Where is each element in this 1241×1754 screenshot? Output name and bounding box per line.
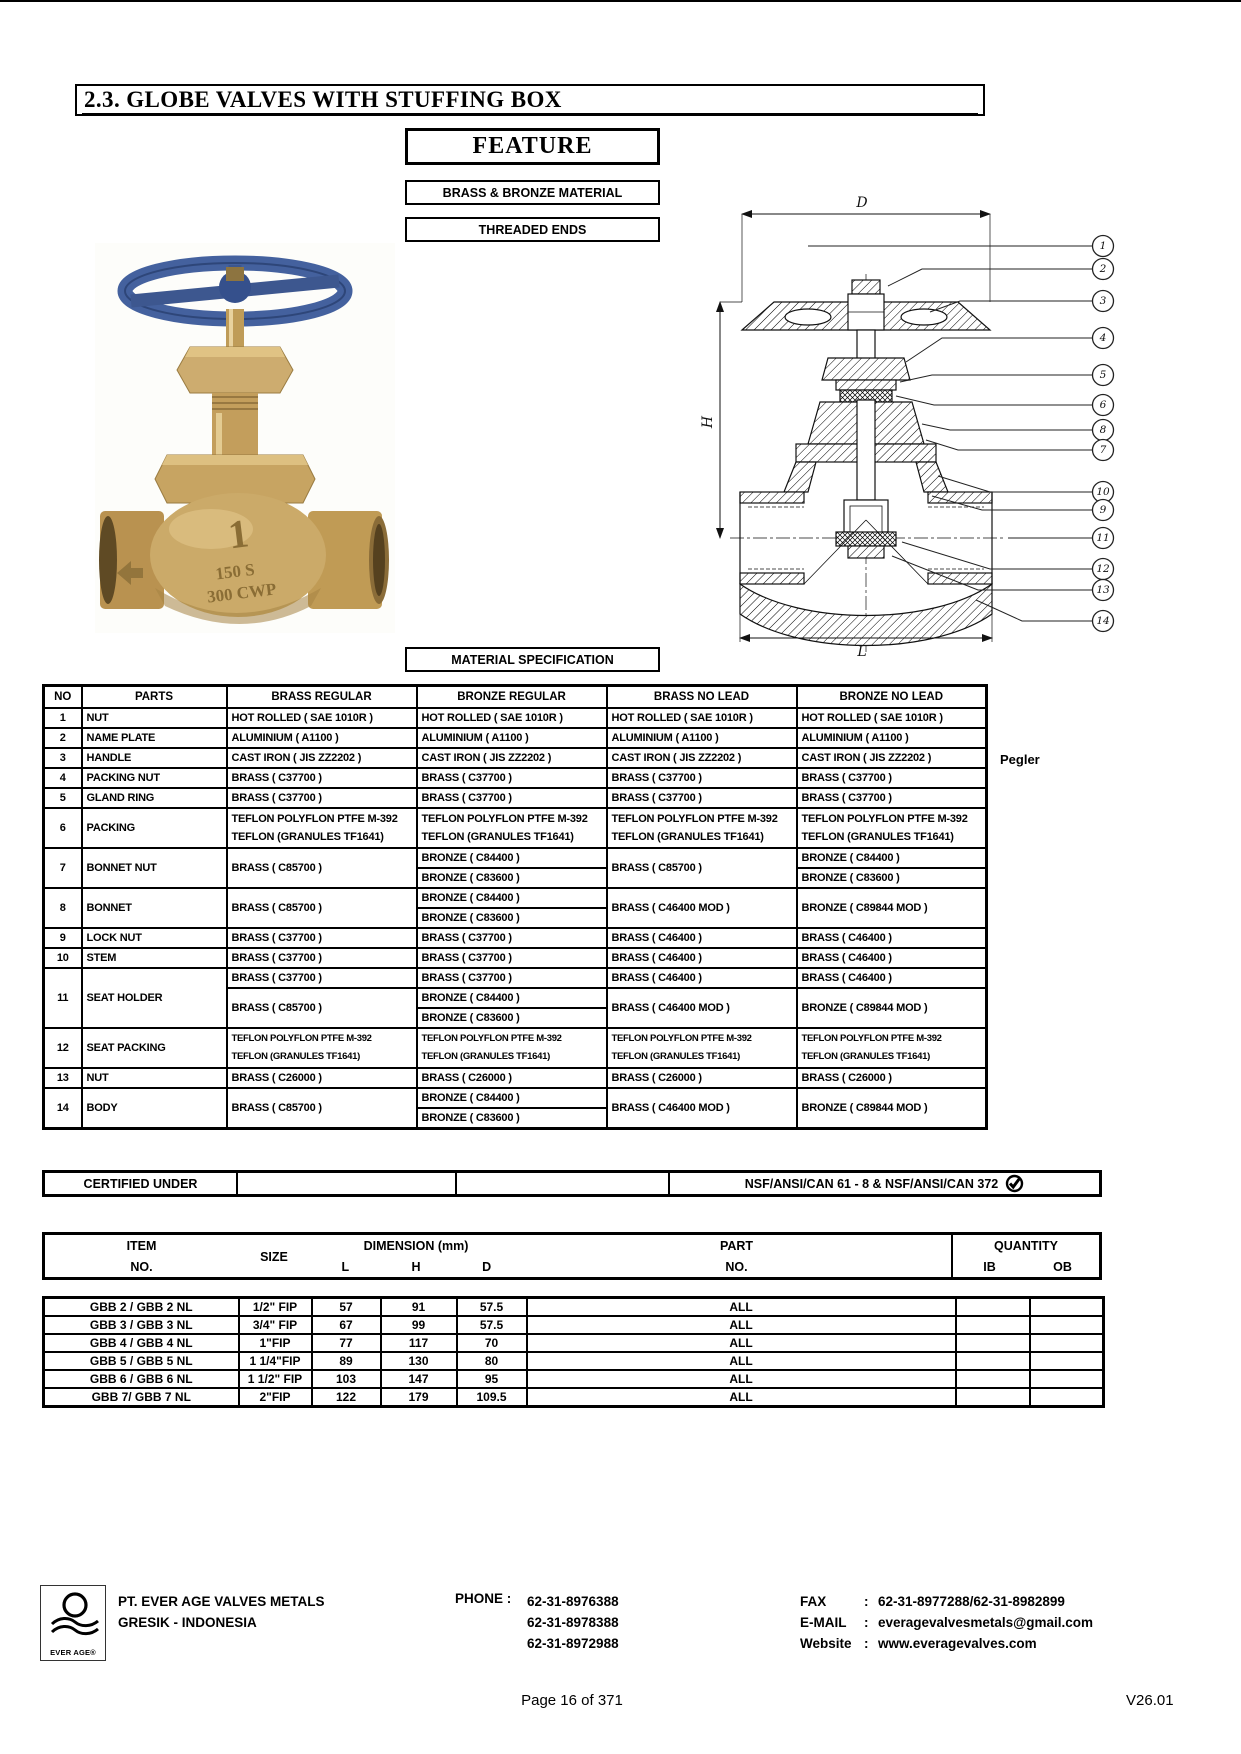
spec-cell: BRASS ( C37700 ) xyxy=(417,928,607,948)
spec-cell: BRASS ( C46400 ) xyxy=(607,948,797,968)
dimension-cell xyxy=(1030,1352,1104,1370)
company-name: PT. EVER AGE VALVES METALS xyxy=(118,1594,325,1609)
callout-number: 4 xyxy=(1099,332,1107,344)
spec-cell: ALUMINIUM ( A1100 ) xyxy=(417,728,607,748)
callout-number: 11 xyxy=(1096,532,1110,544)
valve-section-geometry xyxy=(720,214,1004,652)
spec-cell: HANDLE xyxy=(82,748,227,768)
spec-cell: 1 xyxy=(44,708,82,728)
dimension-cell: ALL xyxy=(527,1388,956,1407)
spec-row xyxy=(44,808,987,848)
callout-leader-line xyxy=(896,396,1092,405)
dimension-cell xyxy=(956,1334,1030,1352)
spec-row xyxy=(44,728,987,748)
spec-header-bronze-regular: BRONZE REGULAR xyxy=(417,686,607,708)
spec-cell: PACKING xyxy=(82,808,227,848)
dimension-cell: ALL xyxy=(527,1352,956,1370)
spec-cell: BRONZE ( C89844 MOD ) xyxy=(797,1088,987,1129)
spec-cell: BRONZE ( C83600 ) xyxy=(797,868,987,888)
certification-check-icon xyxy=(1005,1174,1024,1193)
spec-row xyxy=(44,888,987,908)
spec-row xyxy=(44,968,987,988)
certified-value-cell xyxy=(670,1173,1099,1194)
spec-cell: BRASS ( C85700 ) xyxy=(607,848,797,888)
spec-cell: BRONZE ( C89844 MOD ) xyxy=(797,988,987,1028)
spec-cell: LOCK NUT xyxy=(82,928,227,948)
certified-label: CERTIFIED UNDER xyxy=(45,1173,238,1194)
spec-row xyxy=(44,1028,987,1068)
dim-header-quantity: QUANTITY IB OB xyxy=(951,1235,1099,1277)
spec-cell: BRASS ( C37700 ) xyxy=(227,948,417,968)
dimension-cell xyxy=(956,1298,1030,1317)
spec-cell: NUT xyxy=(82,708,227,728)
spec-cell: BRONZE ( C84400 ) xyxy=(417,888,607,908)
dimension-cell: GBB 3 / GBB 3 NL xyxy=(44,1316,239,1334)
certified-empty-1 xyxy=(238,1173,457,1194)
dimension-cell xyxy=(956,1370,1030,1388)
spec-cell: 14 xyxy=(44,1088,82,1129)
dimension-row xyxy=(44,1388,1104,1407)
phone-2: 62-31-8978388 xyxy=(527,1615,619,1630)
top-rule xyxy=(0,0,1241,2)
dimension-cell: ALL xyxy=(527,1298,956,1317)
spec-cell: TEFLON POLYFLON PTFE M-392 TEFLON (GRANULES TF1641) xyxy=(607,808,797,848)
dim-header-size: SIZE xyxy=(260,1249,288,1264)
callout-number: 7 xyxy=(1099,444,1107,456)
dimension-cell: 122 xyxy=(312,1388,381,1407)
spec-cell: BRASS ( C37700 ) xyxy=(607,788,797,808)
callout-number: 6 xyxy=(1099,399,1107,411)
spec-cell: TEFLON POLYFLON PTFE M-392 TEFLON (GRANULES TF1641) xyxy=(417,1028,607,1068)
spec-cell: BRASS ( C46400 ) xyxy=(797,968,987,988)
dim-header-ob: OB xyxy=(1053,1260,1072,1274)
callout-leader-line xyxy=(976,600,1092,621)
spec-cell: 8 xyxy=(44,888,82,928)
feature-label: FEATURE xyxy=(472,133,593,159)
spec-cell: BONNET NUT xyxy=(82,848,227,888)
spec-row xyxy=(44,1088,987,1108)
callout-leader-line xyxy=(906,338,1092,362)
dimension-cell: 57.5 xyxy=(457,1316,527,1334)
spec-cell: BRASS ( C37700 ) xyxy=(417,788,607,808)
spec-row xyxy=(44,1068,987,1088)
dimension-cell: 57 xyxy=(312,1298,381,1317)
company-city: GRESIK - INDONESIA xyxy=(118,1615,257,1630)
spec-cell: BRASS ( C37700 ) xyxy=(227,788,417,808)
spec-row xyxy=(44,748,987,768)
material-banner: BRASS & BRONZE MATERIAL xyxy=(405,180,660,205)
spec-cell: BRONZE ( C84400 ) xyxy=(417,988,607,1008)
valve-cross-section-drawing xyxy=(690,190,1150,660)
spec-cell: HOT ROLLED ( SAE 1010R ) xyxy=(607,708,797,728)
dimension-cell: 130 xyxy=(381,1352,457,1370)
dimension-label-d: D xyxy=(856,195,868,211)
dimension-row xyxy=(44,1298,1104,1317)
email-address: everagevalvesmetals@gmail.com xyxy=(878,1615,1094,1630)
spec-cell: TEFLON POLYFLON PTFE M-392 TEFLON (GRANULES TF1641) xyxy=(417,808,607,848)
spec-cell: BRASS ( C37700 ) xyxy=(227,768,417,788)
spec-cell: BRONZE ( C83600 ) xyxy=(417,1008,607,1028)
dimension-cell: ALL xyxy=(527,1370,956,1388)
callout-number: 9 xyxy=(1099,504,1107,516)
spec-cell: BRASS ( C37700 ) xyxy=(417,768,607,788)
dimension-cell xyxy=(1030,1370,1104,1388)
spec-cell: GLAND RING xyxy=(82,788,227,808)
spec-cell: BRASS ( C46400 ) xyxy=(607,968,797,988)
dimension-cell: 2"FIP xyxy=(239,1388,312,1407)
dimension-cell: 1 1/4"FIP xyxy=(239,1352,312,1370)
spec-cell: BRONZE ( C83600 ) xyxy=(417,908,607,928)
dimension-cell: ALL xyxy=(527,1316,956,1334)
spec-cell: BRASS ( C26000 ) xyxy=(417,1068,607,1088)
dimension-cell: 89 xyxy=(312,1352,381,1370)
dimension-cell: GBB 5 / GBB 5 NL xyxy=(44,1352,239,1370)
dimension-cell: 57.5 xyxy=(457,1298,527,1317)
company-block xyxy=(118,1591,325,1633)
dimension-cell xyxy=(956,1316,1030,1334)
spec-header-parts: PARTS xyxy=(82,686,227,708)
dimension-cell: 77 xyxy=(312,1334,381,1352)
dimension-row xyxy=(44,1370,1104,1388)
spec-cell: BRASS ( C46400 MOD ) xyxy=(607,1088,797,1129)
dimension-cell: 67 xyxy=(312,1316,381,1334)
spec-cell: BRONZE ( C84400 ) xyxy=(417,1088,607,1108)
dimension-label-h: H xyxy=(700,415,716,429)
dimension-row xyxy=(44,1352,1104,1370)
page-title: 2.3. GLOBE VALVES WITH STUFFING BOX xyxy=(82,87,978,116)
spec-header-no: NO xyxy=(44,686,82,708)
dimension-table-header xyxy=(42,1232,1102,1280)
callout-number: 5 xyxy=(1099,369,1107,381)
dim-header-l: L xyxy=(341,1260,350,1274)
website-url: www.everagevalves.com xyxy=(878,1636,1037,1651)
spec-cell: SEAT PACKING xyxy=(82,1028,227,1068)
callout-leader-line xyxy=(902,542,1092,569)
spec-cell: HOT ROLLED ( SAE 1010R ) xyxy=(797,708,987,728)
spec-cell: ALUMINIUM ( A1100 ) xyxy=(607,728,797,748)
spec-cell: BRASS ( C37700 ) xyxy=(227,928,417,948)
contact-block xyxy=(800,1591,1093,1654)
spec-cell: BRASS ( C85700 ) xyxy=(227,988,417,1028)
dim-header-d: D xyxy=(482,1260,492,1274)
dimension-cell: 103 xyxy=(312,1370,381,1388)
spec-cell: 5 xyxy=(44,788,82,808)
spec-cell: SEAT HOLDER xyxy=(82,968,227,1028)
spec-cell: BRASS ( C26000 ) xyxy=(227,1068,417,1088)
dimension-cell xyxy=(1030,1334,1104,1352)
spec-cell: BRONZE ( C83600 ) xyxy=(417,868,607,888)
certified-under-row xyxy=(42,1170,1102,1197)
spec-cell: STEM xyxy=(82,948,227,968)
spec-cell: BRASS ( C37700 ) xyxy=(797,788,987,808)
spec-cell: 11 xyxy=(44,968,82,1028)
spec-cell: 9 xyxy=(44,928,82,948)
spec-banner: MATERIAL SPECIFICATION xyxy=(405,647,660,672)
fax-row: FAX : 62-31-8977288/62-31-8982899 xyxy=(800,1591,1093,1612)
dimension-cell: 80 xyxy=(457,1352,527,1370)
dim-header-item: ITEM NO. xyxy=(126,1239,157,1274)
spec-cell: BRONZE ( C84400 ) xyxy=(797,848,987,868)
spec-header-brass-regular: BRASS REGULAR xyxy=(227,686,417,708)
spec-cell: 13 xyxy=(44,1068,82,1088)
dimension-cell: GBB 7/ GBB 7 NL xyxy=(44,1388,239,1407)
spec-cell: BRONZE ( C89844 MOD ) xyxy=(797,888,987,928)
spec-cell: BRASS ( C37700 ) xyxy=(607,768,797,788)
spec-cell: ALUMINIUM ( A1100 ) xyxy=(797,728,987,748)
spec-row xyxy=(44,788,987,808)
everage-logo-icon xyxy=(44,1590,104,1642)
dimension-cell xyxy=(956,1352,1030,1370)
spec-cell: 3 xyxy=(44,748,82,768)
dimension-cell: 1"FIP xyxy=(239,1334,312,1352)
website-row: Website : www.everagevalves.com xyxy=(800,1633,1093,1654)
spec-cell: PACKING NUT xyxy=(82,768,227,788)
spec-cell: BRONZE ( C84400 ) xyxy=(417,848,607,868)
dimension-row xyxy=(44,1334,1104,1352)
spec-cell: 12 xyxy=(44,1028,82,1068)
spec-cell: BODY xyxy=(82,1088,227,1129)
ends-banner: THREADED ENDS xyxy=(405,217,660,242)
dimension-cell: 117 xyxy=(381,1334,457,1352)
dim-header-ib: IB xyxy=(983,1260,996,1274)
spec-cell: TEFLON POLYFLON PTFE M-392 TEFLON (GRANULES TF1641) xyxy=(797,808,987,848)
spec-header-bronze-no-lead: BRONZE NO LEAD xyxy=(797,686,987,708)
company-logo xyxy=(40,1585,106,1661)
spec-cell: CAST IRON ( JIS ZZ2202 ) xyxy=(227,748,417,768)
phone-3: 62-31-8972988 xyxy=(527,1636,619,1651)
spec-row xyxy=(44,708,987,728)
callout-number: 14 xyxy=(1096,615,1110,627)
spec-cell: TEFLON POLYFLON PTFE M-392 TEFLON (GRANULES TF1641) xyxy=(797,1028,987,1068)
spec-cell: BRASS ( C46400 MOD ) xyxy=(607,988,797,1028)
dimension-cell: 1 1/2" FIP xyxy=(239,1370,312,1388)
spec-cell: BRASS ( C37700 ) xyxy=(417,968,607,988)
spec-cell: 10 xyxy=(44,948,82,968)
dimension-row xyxy=(44,1316,1104,1334)
marking-pressure: 300 CWP xyxy=(206,579,278,607)
spec-cell: HOT ROLLED ( SAE 1010R ) xyxy=(417,708,607,728)
dim-header-dimension: DIMENSION (mm) L H D xyxy=(310,1235,522,1277)
callout-leader-line xyxy=(926,440,1092,450)
logo-text: EVER AGE® xyxy=(50,1648,96,1657)
callout-leader-line xyxy=(900,375,1092,382)
dimension-cell xyxy=(1030,1298,1104,1317)
spec-row xyxy=(44,928,987,948)
marking-class: 150 S xyxy=(214,559,256,584)
dimension-cell: 3/4" FIP xyxy=(239,1316,312,1334)
spec-cell: BRASS ( C46400 MOD ) xyxy=(607,888,797,928)
dimension-cell: GBB 4 / GBB 4 NL xyxy=(44,1334,239,1352)
spec-cell: 2 xyxy=(44,728,82,748)
dim-header-h: H xyxy=(411,1260,421,1274)
spec-cell: BRASS ( C46400 ) xyxy=(797,928,987,948)
spec-cell: BONNET xyxy=(82,888,227,928)
spec-cell: BRASS ( C37700 ) xyxy=(417,948,607,968)
callout-leader-line xyxy=(922,424,1092,430)
spec-cell: TEFLON POLYFLON PTFE M-392 TEFLON (GRANULES TF1641) xyxy=(227,808,417,848)
spec-cell: HOT ROLLED ( SAE 1010R ) xyxy=(227,708,417,728)
phone-label: PHONE : xyxy=(455,1591,512,1606)
spec-cell: BRASS ( C26000 ) xyxy=(797,1068,987,1088)
spec-cell: 4 xyxy=(44,768,82,788)
spec-cell: BRASS ( C85700 ) xyxy=(227,1088,417,1129)
spec-cell: NAME PLATE xyxy=(82,728,227,748)
spec-cell: CAST IRON ( JIS ZZ2202 ) xyxy=(797,748,987,768)
callout-number: 10 xyxy=(1096,486,1110,498)
callout-number: 8 xyxy=(1099,424,1107,436)
spec-cell: TEFLON POLYFLON PTFE M-392 TEFLON (GRANULES TF1641) xyxy=(227,1028,417,1068)
dimension-cell xyxy=(1030,1316,1104,1334)
certified-empty-2 xyxy=(457,1173,670,1194)
dimension-cell: GBB 6 / GBB 6 NL xyxy=(44,1370,239,1388)
phone-numbers xyxy=(527,1591,619,1654)
callout-number: 12 xyxy=(1096,563,1110,575)
spec-row xyxy=(44,848,987,868)
spec-cell: 7 xyxy=(44,848,82,888)
callout-number: 1 xyxy=(1099,240,1107,252)
spec-cell: BRASS ( C37700 ) xyxy=(227,968,417,988)
spec-cell: BRASS ( C26000 ) xyxy=(607,1068,797,1088)
valve-photo xyxy=(95,243,395,633)
certified-value: NSF/ANSI/CAN 61 - 8 & NSF/ANSI/CAN 372 xyxy=(744,1176,999,1191)
spec-cell: BRASS ( C85700 ) xyxy=(227,848,417,888)
phone-1: 62-31-8976388 xyxy=(527,1594,619,1609)
dimension-cell xyxy=(1030,1388,1104,1407)
callout-leader-line xyxy=(938,476,1092,492)
dimension-cell: 109.5 xyxy=(457,1388,527,1407)
spec-cell: BRASS ( C37700 ) xyxy=(797,768,987,788)
fax-number: 62-31-8977288/62-31-8982899 xyxy=(878,1594,1065,1609)
spec-cell: TEFLON POLYFLON PTFE M-392 TEFLON (GRANULES TF1641) xyxy=(607,1028,797,1068)
email-row: E-MAIL : everagevalvesmetals@gmail.com xyxy=(800,1612,1093,1633)
callout-number: 2 xyxy=(1099,263,1107,275)
spec-header-row xyxy=(44,686,987,708)
dimension-cell: ALL xyxy=(527,1334,956,1352)
spec-cell: BRONZE ( C83600 ) xyxy=(417,1108,607,1129)
dimension-cell: 147 xyxy=(381,1370,457,1388)
spec-cell: CAST IRON ( JIS ZZ2202 ) xyxy=(417,748,607,768)
spec-cell: 6 xyxy=(44,808,82,848)
spec-header-brass-no-lead: BRASS NO LEAD xyxy=(607,686,797,708)
spec-row xyxy=(44,768,987,788)
dim-header-part: PART NO. xyxy=(719,1239,754,1274)
dimension-cell: 99 xyxy=(381,1316,457,1334)
marking-size: 1 xyxy=(225,510,252,558)
callout-number: 13 xyxy=(1096,584,1110,596)
dimension-cell: 91 xyxy=(381,1298,457,1317)
dimension-cell: 1/2" FIP xyxy=(239,1298,312,1317)
dimension-cell: GBB 2 / GBB 2 NL xyxy=(44,1298,239,1317)
version-label: V26.01 xyxy=(1126,1692,1174,1709)
spec-cell: BRASS ( C46400 ) xyxy=(607,928,797,948)
dimension-cell: 179 xyxy=(381,1388,457,1407)
dimension-cell: 70 xyxy=(457,1334,527,1352)
spec-cell: CAST IRON ( JIS ZZ2202 ) xyxy=(607,748,797,768)
dimension-cell xyxy=(956,1388,1030,1407)
spec-cell: BRASS ( C46400 ) xyxy=(797,948,987,968)
side-note-pegler: Pegler xyxy=(1000,752,1040,767)
dimension-table xyxy=(42,1296,1105,1408)
section-title-box xyxy=(75,84,985,116)
callout-number: 3 xyxy=(1099,295,1107,307)
spec-row xyxy=(44,948,987,968)
dimension-label-l: L xyxy=(857,644,867,660)
spec-cell: ALUMINIUM ( A1100 ) xyxy=(227,728,417,748)
spec-cell: BRASS ( C85700 ) xyxy=(227,888,417,928)
page-number: Page 16 of 371 xyxy=(521,1692,623,1709)
spec-cell: NUT xyxy=(82,1068,227,1088)
feature-box xyxy=(405,128,660,165)
material-spec-table xyxy=(42,684,988,1130)
dimension-cell: 95 xyxy=(457,1370,527,1388)
